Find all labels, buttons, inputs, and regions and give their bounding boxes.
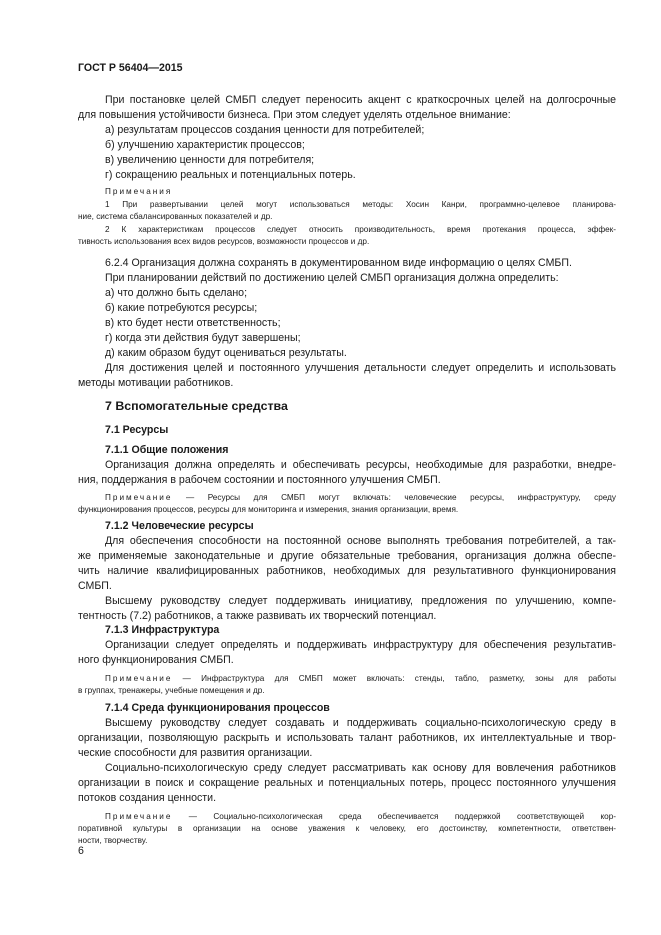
list-item: в) увеличению ценности для потребителя; <box>105 154 315 166</box>
subsection-heading: 7.1.2 Человеческие ресурсы <box>105 520 254 532</box>
list-item: а) что должно быть сделано; <box>105 287 248 299</box>
paragraph-line: тентность (7.2) работников, а также развивать их творческий потенциал. <box>78 610 437 622</box>
list-item: б) улучшению характеристик процессов; <box>105 139 305 151</box>
note-line: 2 К характеристикам процессов следует относить производительность, время протекания процесса, эффек- <box>105 225 616 234</box>
note-text: — Инфраструктура для СМБП может включать: стенды, табло, разметку, зоны для работы <box>172 674 616 683</box>
paragraph-line: чить наличие квалифицированных работников, необходимых для результативного функционирования <box>78 565 616 577</box>
subsection-heading: 7.1 Ресурсы <box>105 424 169 436</box>
note-label: Примечание <box>105 812 173 821</box>
paragraph-line: организации, позволяющую раскрыть и использовать талант работников, их интеллектуальные и твор- <box>78 732 616 744</box>
list-item: г) сокращению реальных и потенциальных потерь. <box>105 169 356 181</box>
note-text: — Социально-психологическая среда обеспечивается поддержкой соответствующей кор- <box>172 812 616 821</box>
subsection-heading: 7.1.3 Инфраструктура <box>105 624 220 636</box>
note-label: Примечание <box>105 674 173 683</box>
paragraph-line: Организация должна определять и обеспечивать ресурсы, необходимые для разработки, внедре- <box>105 459 616 471</box>
paragraph-line: Высшему руководству следует поддерживать инициативу, предложения по улучшению, компе- <box>105 595 616 607</box>
note-line <box>105 492 616 504</box>
note-line <box>105 673 616 685</box>
note-label: Примечание <box>105 493 173 502</box>
paragraph-line: ного функционирования СМБП. <box>78 654 234 666</box>
paragraph-line: При планировании действий по достижению целей СМБП организация должна определить: <box>105 272 559 284</box>
paragraph-line: ния, поддержания в рабочем состоянии и постоянного улучшения СМБП. <box>78 474 441 486</box>
note-line: ние, система сбалансированных показателей и др. <box>78 212 273 221</box>
note-line: функционирования процессов, ресурсы для мониторинга и измерения, знания организации, время. <box>78 505 459 514</box>
paragraph-line: же применяемые законодательные и другие обязательные требования, организация должна обеспе- <box>78 550 616 562</box>
list-item: а) результатам процессов создания ценности для потребителей; <box>105 124 425 136</box>
paragraph-line: Для достижения целей и постоянного улучшения детальности следует определить и использовать <box>105 362 616 374</box>
paragraph-line: 6.2.4 Организация должна сохранять в документированном виде информацию о целях СМБП. <box>105 257 572 269</box>
paragraph-line: потоков создания ценности. <box>78 792 217 804</box>
note-line: поративной культуры в организации на основе уважения к человеку, его достоинству, компетентности, ответствен- <box>78 824 616 833</box>
paragraph-line: При постановке целей СМБП следует переносить акцент с краткосрочных целей на долгосрочные <box>105 94 616 106</box>
note-line: в группах, тренажеры, учебные помещения и др. <box>78 686 265 695</box>
subsection-heading: 7.1.1 Общие положения <box>105 444 229 456</box>
paragraph-line: СМБП. <box>78 580 112 592</box>
note-title: Примечания <box>105 187 173 196</box>
paragraph-line: ческие способности для развития организации. <box>78 747 313 759</box>
list-item: г) когда эти действия будут завершены; <box>105 332 301 344</box>
paragraph-line: Организации следует определять и поддерживать инфраструктуру для обеспечения результатив- <box>105 639 616 651</box>
paragraph-line: Социально-психологическую среду следует рассматривать как основу для вовлечения работников <box>105 762 616 774</box>
section-heading: 7 Вспомогательные средства <box>105 399 288 413</box>
note-text: — Ресурсы для СМБП могут включать: человеческие ресурсы, инфраструктуру, среду <box>172 493 616 502</box>
note-line <box>105 811 616 823</box>
note-line: тивность использования всех видов ресурсов, возможности процессов и др. <box>78 237 370 246</box>
paragraph-line: организации в поиск и сокращение реальных и потенциальных потерь, процесс постоянного улучшения <box>78 777 616 789</box>
list-item: в) кто будет нести ответственность; <box>105 317 281 329</box>
paragraph-line: Для обеспечения способности на постоянной основе выполнять требования потребителей, а так- <box>105 535 616 547</box>
paragraph-line: для повышения устойчивости бизнеса. При этом следует уделять отдельное внимание: <box>78 109 511 121</box>
list-item: б) какие потребуются ресурсы; <box>105 302 258 314</box>
note-line: ности, творчеству. <box>78 836 148 845</box>
list-item: д) каким образом будут оцениваться результаты. <box>105 347 347 359</box>
document-header: ГОСТ Р 56404—2015 <box>78 62 183 74</box>
note-line: 1 При развертывании целей могут использоваться методы: Хосин Канри, программно-целевое планирова- <box>105 200 616 209</box>
paragraph-line: Высшему руководству следует создавать и поддерживать социально-психологическую среду в <box>105 717 616 729</box>
page-number: 6 <box>78 845 84 857</box>
paragraph-line: методы мотивации работников. <box>78 377 234 389</box>
subsection-heading: 7.1.4 Среда функционирования процессов <box>105 702 330 714</box>
